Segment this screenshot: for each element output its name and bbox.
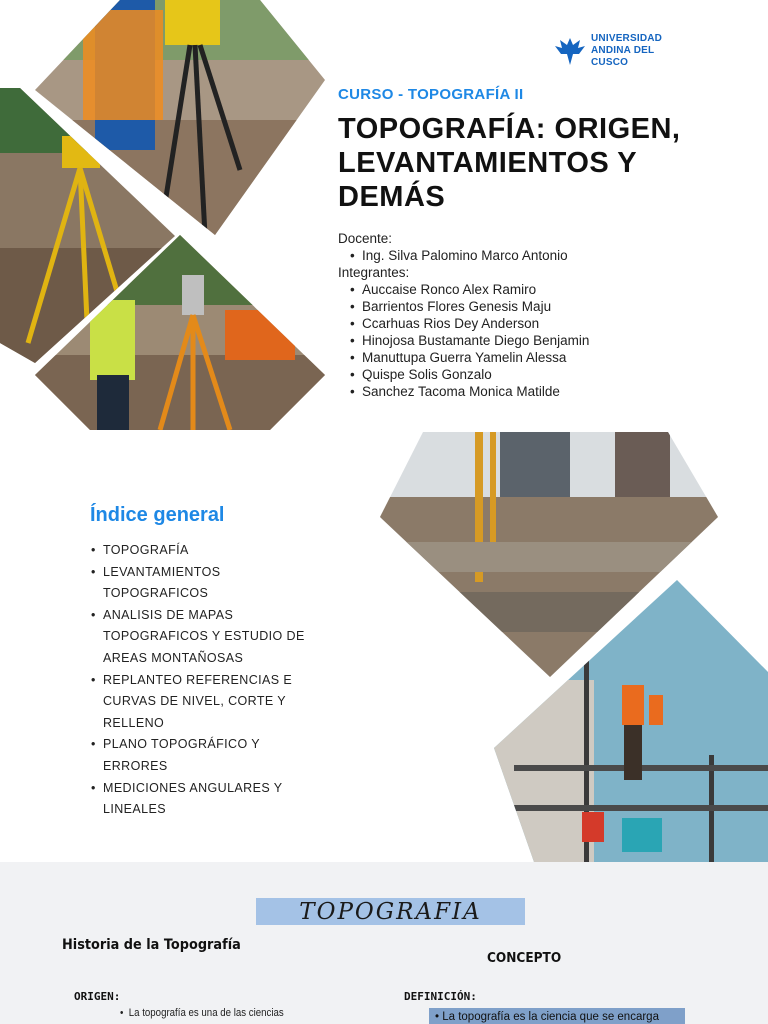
historia-heading: Historia de la Topografía	[62, 937, 241, 953]
university-name-line: UNIVERSIDAD	[591, 33, 663, 44]
university-name-line: CUSCO	[591, 57, 629, 68]
index-item: • PLANO TOPOGRÁFICO Y ERRORES	[103, 734, 328, 777]
index-item: • MEDICIONES ANGULARES Y LINEALES	[103, 778, 328, 821]
origen-text: • La topografía es una de las ciencias	[120, 1007, 284, 1019]
section-banner: TOPOGRAFIA	[256, 898, 525, 925]
origen-text-content: La topografía es una de las ciencias	[128, 1007, 284, 1019]
integrante-name: • Barrientos Flores Genesis Maju	[362, 298, 589, 315]
integrante-name: • Auccaise Ronco Alex Ramiro	[362, 281, 589, 298]
integrantes-list	[338, 281, 589, 400]
index-list	[103, 540, 328, 821]
authors-block	[338, 230, 589, 400]
university-name-line: ANDINA DEL	[591, 45, 655, 56]
integrante-name: • Quispe Solis Gonzalo	[362, 366, 589, 383]
title-line: TOPOGRAFÍA: ORIGEN,	[338, 113, 681, 145]
definicion-text-content: La topografía es la ciencia que se encarga	[442, 1011, 659, 1023]
definicion-box	[429, 1008, 685, 1024]
page-title	[338, 112, 758, 214]
index-item: • ANALISIS DE MAPAS TOPOGRAFICOS Y ESTUDIO DE AREAS MONTAÑOSAS	[103, 605, 328, 670]
university-logo	[553, 33, 662, 69]
concepto-heading: CONCEPTO	[487, 950, 562, 966]
eagle-icon	[553, 34, 587, 68]
origen-label: ORIGEN:	[74, 990, 121, 1003]
surveyor-on-construction-site-photo	[35, 235, 325, 430]
integrante-name: • Ccarhuas Rios Dey Anderson	[362, 315, 589, 332]
integrante-name: • Sanchez Tacoma Monica Matilde	[362, 383, 589, 400]
title-line: LEVANTAMIENTOS Y	[338, 147, 638, 179]
definicion-text: • La topografía es la ciencia que se encarga	[435, 1011, 659, 1023]
integrante-name: • Hinojosa Bustamante Diego Benjamin	[362, 332, 589, 349]
integrantes-label: Integrantes:	[338, 265, 410, 280]
docente-list	[338, 247, 589, 264]
index-title: Índice general	[90, 504, 225, 526]
index-item: • REPLANTEO REFERENCIAS E CURVAS DE NIVEL, CORTE Y RELLENO	[103, 670, 328, 735]
definicion-label: DEFINICIÓN:	[404, 990, 477, 1003]
docente-label: Docente:	[338, 231, 393, 246]
docente-name: • Ing. Silva Palomino Marco Antonio	[362, 247, 589, 264]
next-page-preview	[0, 862, 768, 1024]
course-label: CURSO - TOPOGRAFÍA II	[338, 86, 524, 103]
university-name	[591, 33, 662, 69]
workers-on-scaffolding-photo	[494, 580, 768, 862]
integrante-name: • Manuttupa Guerra Yamelin Alessa	[362, 349, 589, 366]
title-line: DEMÁS	[338, 181, 446, 213]
index-item: • LEVANTAMIENTOS TOPOGRAFICOS	[103, 562, 328, 605]
index-item: • TOPOGRAFÍA	[103, 540, 328, 562]
